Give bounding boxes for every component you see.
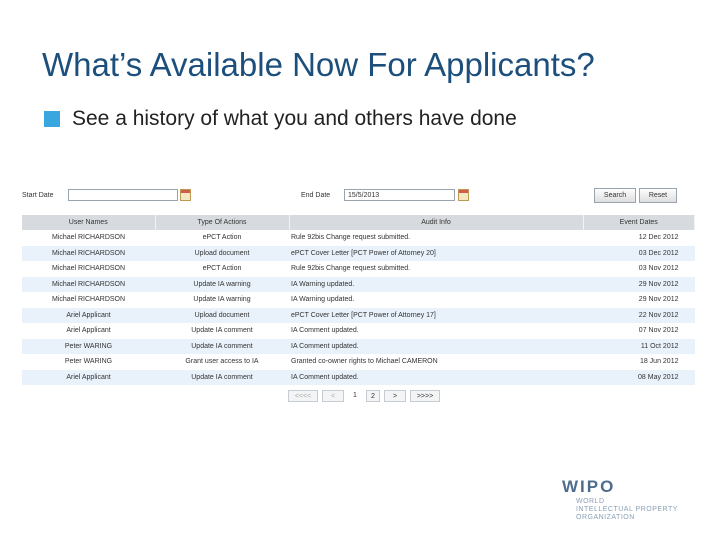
- table-header-row: [22, 215, 695, 230]
- cell-audit: Granted co-owner rights to Michael CAMERON: [291, 358, 438, 366]
- cell-audit: IA Comment updated.: [291, 327, 359, 335]
- cell-action: Upload document: [155, 308, 289, 324]
- table-row: [22, 339, 695, 355]
- reset-button[interactable]: Reset: [639, 188, 677, 203]
- wipo-logo: [562, 478, 678, 522]
- next-page-button[interactable]: >: [384, 390, 406, 402]
- table-row: [22, 230, 695, 246]
- cell-action: Update IA warning: [193, 296, 251, 304]
- table-row: [22, 292, 695, 308]
- cell-user: Ariel Applicant: [22, 308, 155, 324]
- cell-user: Ariel Applicant: [22, 370, 155, 386]
- cell-user: Ariel Applicant: [66, 327, 111, 335]
- cell-date: 07 Nov 2012: [638, 327, 679, 335]
- col-header-type-of-actions[interactable]: Type Of Actions: [155, 215, 289, 230]
- pagination: [288, 390, 444, 402]
- cell-user: Michael RICHARDSON: [51, 265, 126, 273]
- cell-action: Upload document: [155, 246, 289, 262]
- wipo-logo-line1: WORLD: [576, 498, 605, 505]
- cell-user: Michael RICHARDSON: [51, 234, 126, 242]
- col-header-audit-info[interactable]: Audit Info: [289, 215, 583, 230]
- cell-action: ePCT Action: [202, 265, 242, 273]
- bullet-square-icon: [44, 111, 60, 127]
- cell-user: Michael RICHARDSON: [51, 296, 126, 304]
- start-date-input[interactable]: [68, 189, 178, 201]
- start-date-label: Start Date: [22, 192, 54, 199]
- cell-action: ePCT Action: [202, 234, 242, 242]
- cell-date: 03 Dec 2012: [583, 246, 695, 262]
- cell-action: Update IA warning: [155, 277, 289, 293]
- cell-audit: Rule 92bis Change request submitted.: [291, 234, 411, 242]
- cell-action: Update IA comment: [191, 327, 253, 335]
- table-row: [22, 323, 695, 339]
- cell-date: 03 Nov 2012: [638, 265, 679, 273]
- cell-action: Update IA comment: [155, 339, 289, 355]
- table-row: [22, 261, 695, 277]
- last-page-button[interactable]: >>>>: [410, 390, 440, 402]
- end-date-label: End Date: [301, 192, 331, 199]
- bullet-text: See a history of what you and others have done: [72, 107, 517, 130]
- cell-user: Peter WARING: [22, 339, 155, 355]
- prev-page-button[interactable]: <: [322, 390, 344, 402]
- cell-action: Update IA comment: [155, 370, 289, 386]
- table-row: [22, 354, 695, 370]
- wipo-logo-line2: INTELLECTUAL PROPERTY: [576, 506, 678, 513]
- table-row: [22, 308, 695, 324]
- cell-date: 29 Nov 2012: [638, 296, 679, 304]
- end-date-input[interactable]: 15/5/2013: [344, 189, 455, 201]
- cell-date: 12 Dec 2012: [638, 234, 679, 242]
- audit-history-table: [22, 215, 695, 385]
- cell-user: Michael RICHARDSON: [22, 246, 155, 262]
- col-header-event-dates[interactable]: Event Dates: [583, 215, 695, 230]
- cell-user: Peter WARING: [64, 358, 113, 366]
- cell-date: 29 Nov 2012: [583, 277, 695, 293]
- page-2-link[interactable]: 2: [366, 390, 380, 402]
- first-page-button[interactable]: <<<<: [288, 390, 318, 402]
- start-date-calendar-icon[interactable]: [180, 189, 191, 201]
- cell-date: 11 Oct 2012: [583, 339, 695, 355]
- cell-audit: IA Warning updated.: [291, 296, 355, 304]
- cell-audit: ePCT Cover Letter [PCT Power of Attorney 20]: [289, 246, 583, 262]
- cell-date: 22 Nov 2012: [583, 308, 695, 324]
- date-filter-bar: [22, 188, 678, 204]
- table-row: [22, 246, 695, 262]
- cell-audit: ePCT Cover Letter [PCT Power of Attorney 17]: [289, 308, 583, 324]
- wipo-logo-line3: ORGANIZATION: [576, 514, 635, 521]
- cell-audit: IA Warning updated.: [289, 277, 583, 293]
- cell-user: Michael RICHARDSON: [22, 277, 155, 293]
- bullet-point: [44, 107, 517, 131]
- slide-title: What’s Available Now For Applicants?: [42, 46, 595, 83]
- page-1-current: 1: [353, 392, 357, 399]
- table-row: [22, 370, 695, 386]
- col-header-user-names[interactable]: User Names: [22, 215, 155, 230]
- cell-audit: Rule 92bis Change request submitted.: [291, 265, 411, 273]
- wipo-logo-name: WIPO: [562, 477, 616, 496]
- cell-audit: IA Comment updated.: [289, 370, 583, 386]
- cell-action: Grant user access to IA: [185, 358, 259, 366]
- table-row: [22, 277, 695, 293]
- cell-date: 08 May 2012: [583, 370, 695, 386]
- cell-date: 18 Jun 2012: [639, 358, 679, 366]
- cell-audit: IA Comment updated.: [289, 339, 583, 355]
- end-date-calendar-icon[interactable]: [458, 189, 469, 201]
- search-button[interactable]: Search: [594, 188, 636, 203]
